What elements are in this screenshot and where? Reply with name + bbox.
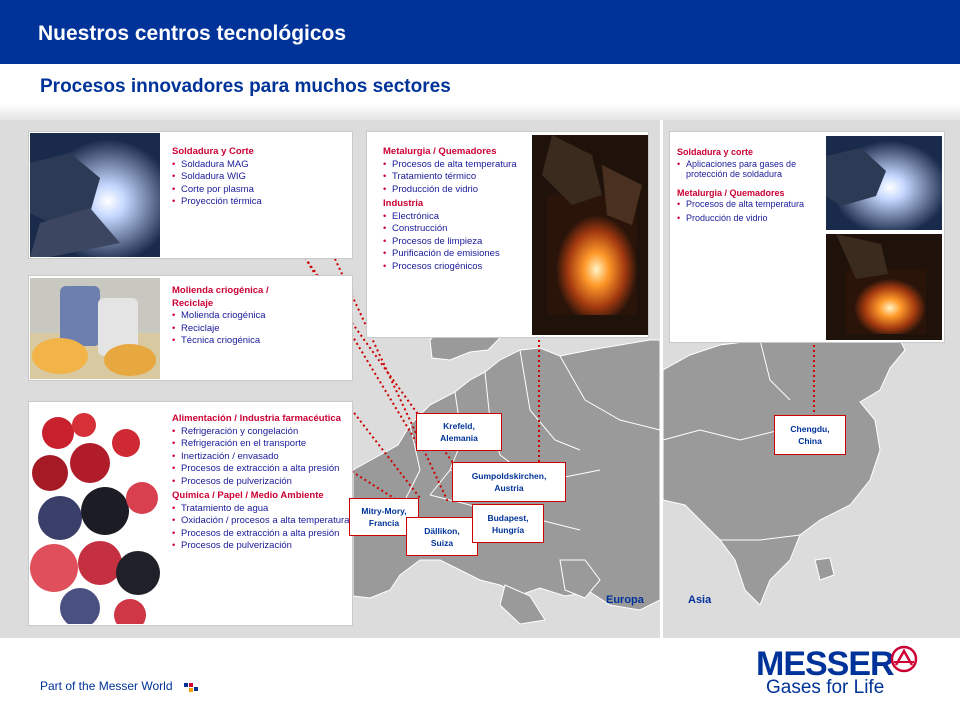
location-country: Alemania <box>440 433 478 443</box>
location-dallikon <box>406 517 478 556</box>
list-item: • Procesos de alta temperatura <box>383 159 543 172</box>
asia-text <box>677 146 823 223</box>
list-item: • Tratamiento térmico <box>383 171 543 184</box>
industry-heading: Industria <box>383 198 424 209</box>
location-krefeld <box>416 413 502 451</box>
location-country: Suiza <box>430 537 454 548</box>
list-item: • Procesos de extracción a alta presión <box>172 528 350 541</box>
list-item: • Procesos de pulverización <box>172 540 350 553</box>
welding-text <box>172 146 342 209</box>
list-item: • Construcción <box>383 223 543 236</box>
list-item: • Procesos de extracción a alta presión <box>172 463 350 476</box>
list-item: • Reciclaje <box>172 323 312 336</box>
location-country: Austria <box>494 483 524 493</box>
location-city: Dällikon, <box>424 525 460 536</box>
region-label-europe: Europa <box>606 594 644 606</box>
asia-furnace-photo <box>826 234 942 340</box>
asia-map <box>663 310 905 605</box>
list-item: • Refrigeración en el transporte <box>172 438 350 451</box>
location-chengdu <box>774 415 846 455</box>
location-city: Mitry-Mory, <box>361 506 407 516</box>
list-item: • Proyección térmica <box>172 196 342 209</box>
list-item: • Soldadura WIG <box>172 171 342 184</box>
location-country: Hungría <box>491 524 525 535</box>
asia-metallurgy-heading: Metalurgia / Quemadores <box>677 187 785 198</box>
list-item: • Producción de vidrio <box>383 184 543 197</box>
asia-welding-photo <box>826 136 942 230</box>
location-city: Chengdu, <box>790 424 830 434</box>
page-subtitle: Procesos innovadores para muchos sectores <box>40 76 451 97</box>
metallurgy-heading: Metalurgia / Quemadores <box>383 146 497 157</box>
location-country: China <box>798 436 822 446</box>
list-item: • Electrónica <box>383 211 543 224</box>
location-gumpoldskirchen <box>452 462 566 502</box>
region-label-asia: Asia <box>688 594 712 606</box>
welding-heading: Soldadura y Corte <box>172 146 254 157</box>
list-item: • Refrigeración y congelación <box>172 426 350 439</box>
list-item: • Procesos de limpieza <box>383 236 543 249</box>
furnace-photo <box>532 135 648 335</box>
messer-world-squares-icon <box>184 683 202 693</box>
list-item: • Técnica criogénica <box>172 335 312 348</box>
chemistry-heading: Química / Papel / Medio Ambiente <box>172 490 324 501</box>
list-item: • Procesos de pulverización <box>172 476 350 489</box>
page-title: Nuestros centros tecnológicos <box>38 22 347 45</box>
food-text <box>172 413 350 553</box>
list-item: • Molienda criogénica <box>172 310 312 323</box>
cryogenic-photo <box>30 278 160 379</box>
region-divider <box>660 120 663 638</box>
messer-emblem-icon <box>890 645 918 673</box>
list-item: • Aplicaciones para gases de protección de soldadura <box>677 159 823 180</box>
food-heading: Alimentación / Industria farmacéutica <box>172 413 341 424</box>
list-item: • Purificación de emisiones <box>383 248 543 261</box>
list-item: • Tratamiento de agua <box>172 503 350 516</box>
list-item: • Inertización / envasado <box>172 451 350 464</box>
metallurgy-text <box>383 146 543 273</box>
list-item: • Procesos criogénicos <box>383 261 543 274</box>
berries-photo <box>30 403 160 624</box>
logo-tagline: Gases for Life <box>766 677 885 698</box>
list-item: • Producción de vidrio <box>677 213 823 224</box>
welding-photo <box>30 133 160 257</box>
cryogenic-text <box>172 285 312 348</box>
location-country: Francia <box>368 518 400 528</box>
list-item: • Procesos de alta temperatura <box>677 199 823 210</box>
logo-wordmark: MESSER <box>756 645 894 683</box>
location-city: Gumpoldskirchen, <box>471 471 547 481</box>
list-item: • Oxidación / procesos a alta temperatura <box>172 515 350 528</box>
footer-tagline: Part of the Messer World <box>40 679 173 693</box>
list-item: • Corte por plasma <box>172 184 342 197</box>
asia-welding-heading: Soldadura y corte <box>677 147 754 157</box>
location-city: Krefeld, <box>443 421 475 431</box>
location-city: Budapest, <box>487 512 529 523</box>
location-budapest <box>472 504 544 543</box>
cryogenic-heading: Molienda criogénica / Reciclaje <box>172 285 269 309</box>
list-item: • Soldadura MAG <box>172 159 342 172</box>
